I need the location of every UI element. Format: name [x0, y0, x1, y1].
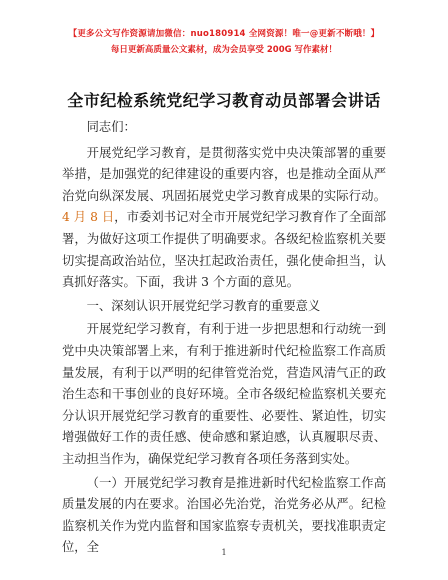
- salutation: 同志们：: [86, 120, 136, 134]
- document-body: [62, 117, 386, 561]
- paragraph-1-text-b: ，市委刘书记对全市开展党纪学习教育作了全面部署，为做好这项工作提供了明确要求。各级纪检监察机关要切实提高政治站位，坚决扛起政治责任，强化使命担当，认真抓好落实。下面，我讲 3 个方面的意见。: [62, 210, 386, 290]
- paragraph-1: [62, 143, 386, 294]
- document-title: 全市纪检系统党纪学习教育动员部署会讲话: [67, 91, 381, 110]
- paragraph-2: 开展党纪学习教育，有利于进一步把思想和行动统一到党中央决策部署上来，有利于推进新时代纪检监察工作高质量发展，有利于以严明的纪律管党治党，营造风清气正的政治生态和干事创业的良好环境。全市各级纪检监察机关要充分认识开展党纪学习教育的重要性、必要性、紧迫性，切实增强做好工作的责任感、使命感和紧迫感，认真履职尽责、主动担当作为，确保党纪学习教育各项任务落到实处。: [62, 322, 386, 466]
- paragraph-3: （一）开展党纪学习教育是推进新时代纪检监察工作高质量发展的内在要求。治国必先治党，治党务必从严。纪检监察机关作为党内监督和国家监察专责机关，要找准职责定位，全: [62, 475, 386, 555]
- paragraph-1-text-a: 开展党纪学习教育，是贯彻落实党中央决策部署的重要举措，是加强党的纪律建设的重要内容，也是推动全面从严治党向纵深发展、巩固拓展党史学习教育成果的实际行动。: [62, 145, 386, 203]
- section-heading-1: 一、深刻认识开展党纪学习教育的重要意义: [86, 298, 321, 313]
- promo-banner-line-1: 【更多公文写作资源请加微信：nuo180914 全网资源！唯一@更新不断哦！】: [68, 29, 380, 39]
- promo-banner-line-2: 每日更新高质量公文素材，成为会员享受 200G 写作素材！: [110, 45, 338, 55]
- promo-banner: [0, 0, 448, 55]
- highlighted-date: 4 月 8 日: [62, 210, 115, 225]
- page-number: 1: [221, 548, 227, 557]
